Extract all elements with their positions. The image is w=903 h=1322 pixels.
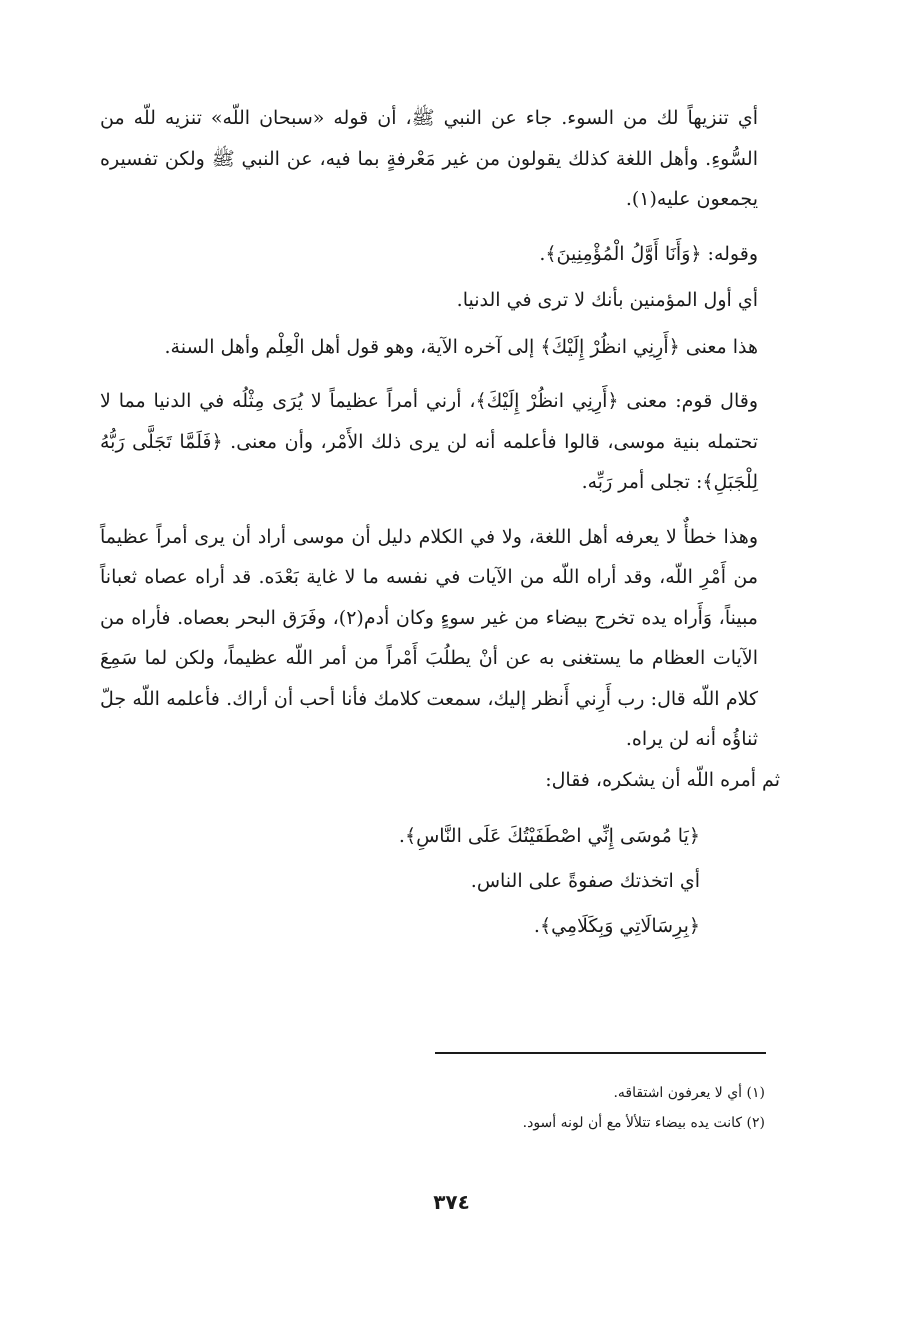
- paragraph-awwal-al-muminin: أي أول المؤمنين بأنك لا ترى في الدنيا.: [456, 289, 758, 311]
- paragraph-thumma-amarahu: ثم أمره اللّه أن يشكره، فقال:: [545, 768, 780, 791]
- quote-ya-musa: ﴿يَا مُوسَى إِنِّي اصْطَفَيْتُكَ عَلَى النَّاسِ﴾.: [398, 825, 700, 847]
- paragraph-hadha-mana: هذا معنى ﴿أَرِنِي انظُرْ إِلَيْكَ﴾ إلى آخره الآية، وهو قول أهل الْعِلْم وأهل السنة.: [164, 335, 758, 358]
- paragraph-qala-qawm: وقال قوم: معنى ﴿أَرِنِي انظُرْ إِلَيْكَ﴾، أرني أمراً عظيماً لا يُرَى مِثْلُه في الدنيا مما لا تحتمله بنية موسى، قالوا فأعلمه أنه لن يرى ذلك الأَمْر، وأن معنى. ﴿فَلَمَّا تَجَلَّى رَبُّهُ لِلْجَبَلِ﴾: تجلى أمر رَبِّه.: [100, 390, 758, 493]
- footnote-2: (٢) كانت يده بيضاء تتلألأ مع أن لونه أسود.: [522, 1115, 765, 1131]
- quote-bi-risalati: ﴿بِرِسَالَاتِي وَبِكَلَامِي﴾.: [533, 915, 700, 937]
- footnotes: [420, 1078, 765, 1138]
- page-number: ٣٧٤: [433, 1190, 470, 1214]
- quote-explanation: أي اتخذتك صفوةً على الناس.: [470, 870, 700, 892]
- paragraph-hadha-khata: وهذا خطأٌ لا يعرفه أهل اللغة، ولا في الكلام دليل أن موسى أراد أن يرى أمراً عظيماً من أَمْرِ اللّه، وقد أراه اللّه من الآيات في نفسه ما لا غاية بَعْدَه. قد أراه عصاه ثعباناً مبيناً، وَأَراه يده تخرج بيضاء من غير سوءٍ وكان أدم(٢)، وفَرَق البحر بعصاه. فأراه من الآيات العظام ما يستغنى به عن أنْ يطلُبَ أَمْراً من أمر اللّه عظيماً، ولكن لما سَمِعَ كلام اللّه قال: رب أَرِني أَنظر إليك، سمعت كلامك فأنا أحب أن أراك. فأعلمه اللّه جلّ ثناؤُه أنه لن يراه.: [100, 525, 758, 750]
- body-text: [100, 98, 780, 949]
- footnote-divider: [435, 1052, 766, 1054]
- footnote-1: (١) أي لا يعرفون اشتقاقه.: [613, 1085, 765, 1101]
- quote-block: [100, 814, 780, 949]
- paragraph-tanzih: أي تنزيهاً لك من السوء. جاء عن النبي ﷺ، أن قوله «سبحان اللّه» تنزيه للّه من السُّوءِ. وأهل اللغة كذلك يقولون من غير مَعْرفةٍ بما فيه، عن النبي ﷺ ولكن تفسيره يجمعون عليه(١).: [100, 107, 758, 210]
- paragraph-qawluhu: وقوله: ﴿وَأَنَا أَوَّلُ الْمُؤْمِنِينَ﴾.: [539, 242, 758, 265]
